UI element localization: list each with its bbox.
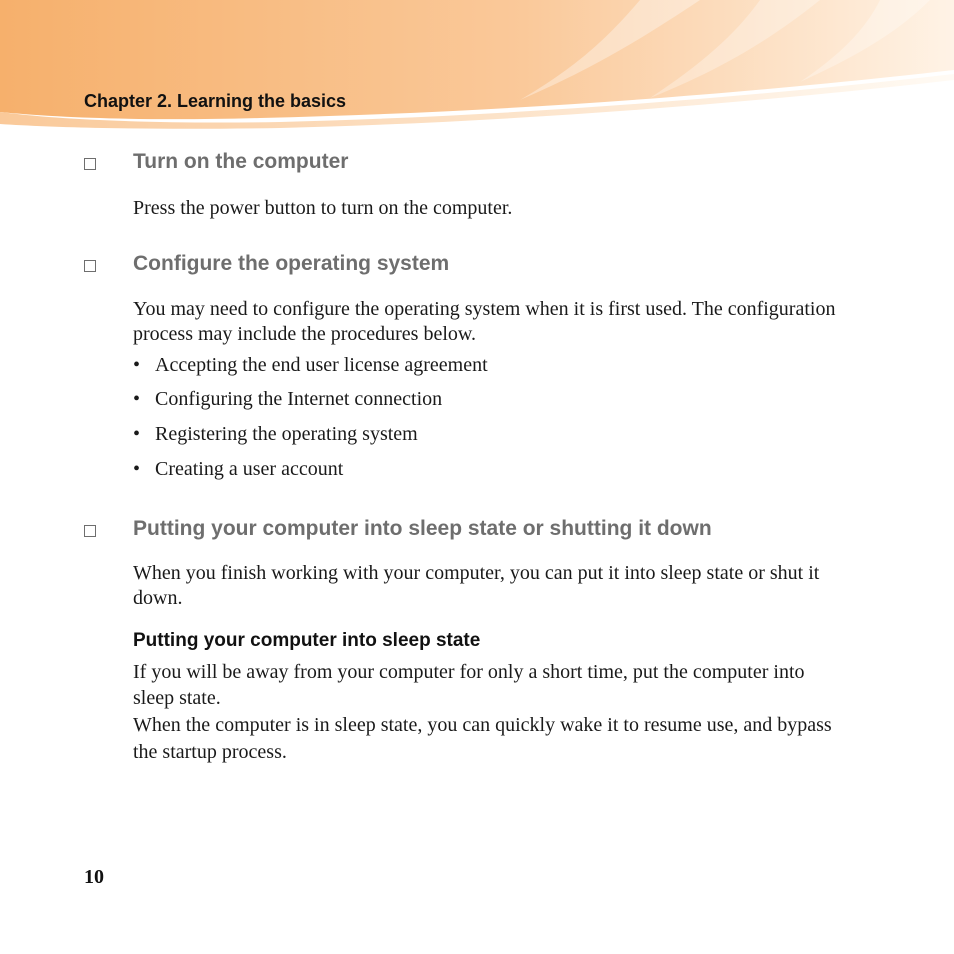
subsection-paragraph: When the computer is in sleep state, you can quickly wake it to resume use, and bypass the startup process. xyxy=(133,714,832,763)
square-bullet-icon xyxy=(84,260,96,272)
subsection-title: Putting your computer into sleep state xyxy=(133,630,481,651)
section-title: Turn on the computer xyxy=(133,150,349,173)
page-number: 10 xyxy=(84,866,104,888)
section-title: Configure the operating system xyxy=(133,252,450,275)
bullet-dot-icon: • xyxy=(133,354,141,376)
section-paragraph: When you finish working with your computer, you can put it into sleep state or shut it down. xyxy=(133,562,820,609)
list-item-text: Creating a user account xyxy=(155,458,344,480)
subsection-paragraph: If you will be away from your computer for only a short time, put the computer into sleep state. xyxy=(133,661,805,709)
bullet-dot-icon: • xyxy=(133,458,141,480)
section-title: Putting your computer into sleep state or shutting it down xyxy=(133,517,712,540)
section-paragraph: You may need to configure the operating system when it is first used. The configuration process may include the procedures below. xyxy=(133,298,836,345)
bullet-dot-icon: • xyxy=(133,423,141,445)
list-item-text: Registering the operating system xyxy=(155,423,418,445)
square-bullet-icon xyxy=(84,158,96,170)
square-bullet-icon xyxy=(84,525,96,537)
bullet-dot-icon: • xyxy=(133,388,141,410)
chapter-title: Chapter 2. Learning the basics xyxy=(84,91,347,111)
section-paragraph: Press the power button to turn on the computer. xyxy=(133,197,513,219)
list-item-text: Configuring the Internet connection xyxy=(155,388,443,410)
list-item-text: Accepting the end user license agreement xyxy=(155,354,488,376)
